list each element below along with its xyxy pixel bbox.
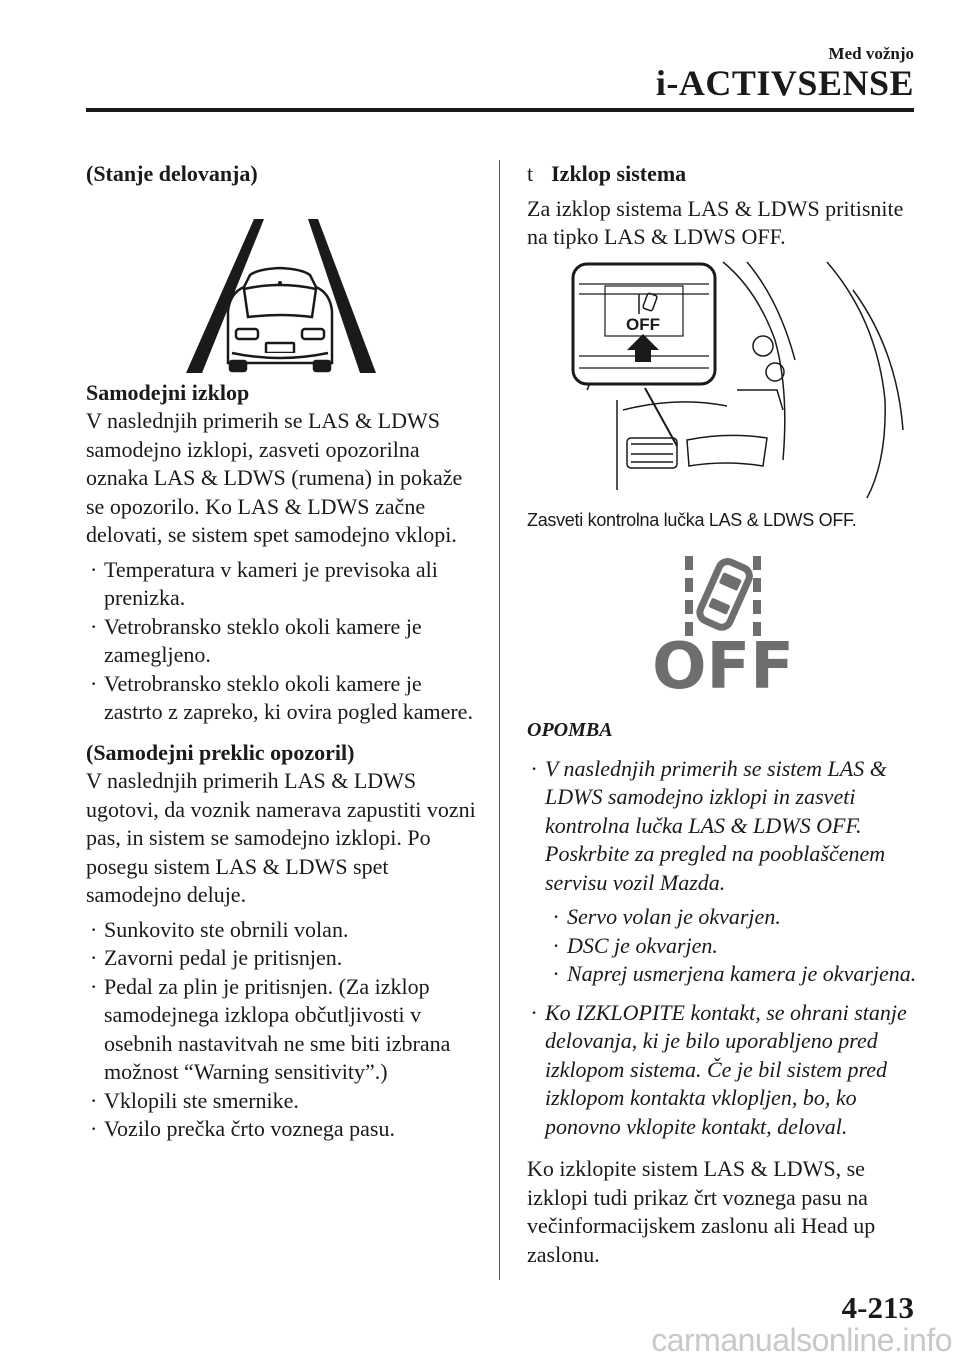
- section-marker-icon: t: [527, 161, 534, 186]
- las-ldws-off-indicator-icon: [527, 548, 919, 698]
- list-item: · V naslednjih primerih se sistem LAS & LDWS samodejno izklopi in zasveti kontrolna lučka LAS & LDWS OFF. Poskrbite za pregled na pooblaščenem servisu vozil Mazda.: [531, 755, 887, 895]
- lane-car-illustration: [86, 193, 476, 375]
- list-item: · Naprej usmerjena kamera je okvarjena.: [553, 961, 917, 986]
- note-title: OPOMBA: [527, 719, 613, 741]
- dashboard-button-illustration: [527, 260, 919, 500]
- section-title: Med vožnjo: [828, 44, 914, 63]
- list-item: · Vetrobransko steklo okoli kamere je zastrto z zapreko, ki ovira pogled kamere.: [90, 670, 473, 724]
- indicator-off-label: OFF: [652, 630, 794, 698]
- auto-off-text: V naslednjih primerih se LAS & LDWS samodejno izklopi, zasveti opozorilna oznaka LAS & LDWS (rumena) in pokaže se opozorilo. Ko LAS & LDWS začne delovati, se sistem spet samodejno vklopi.: [86, 408, 463, 547]
- list-item: · Pedal za plin je pritisnjen. (Za izklop samodejnega izklopa občutljivosti v osebnih nastavitvah ne sme biti izbrana možnost “Warning sensitivity”.): [90, 973, 451, 1084]
- list-item: · Zavorni pedal je pritisnjen.: [90, 945, 343, 970]
- left-column: [86, 160, 476, 1144]
- system-off-intro: Za izklop sistema LAS & LDWS pritisnite na tipko LAS & LDWS OFF.: [527, 195, 904, 249]
- button-off-label: OFF: [626, 314, 660, 334]
- chapter-title: i-ACTIVSENSE: [655, 63, 914, 103]
- list-item: · Vklopili ste smernike.: [90, 1087, 299, 1113]
- list-item: · Temperatura v kameri je previsoka ali prenizka.: [90, 556, 438, 610]
- note-block: [527, 755, 919, 1142]
- operating-state-heading: (Stanje delovanja): [86, 161, 258, 186]
- list-item: · Ko IZKLOPITE kontakt, se ohrani stanje delovanja, ki je bilo uporabljeno pred izklopom sistema. Če je bil sistem pred izklopom kontakta vklopljen, bo, ko ponovno vklopite kontakt, deloval.: [531, 999, 907, 1139]
- header-rule: [86, 108, 914, 112]
- column-divider: [499, 160, 500, 1280]
- right-column: [527, 160, 919, 1269]
- auto-cancel-text: V naslednjih primerih LAS & LDWS ugotovi, da voznik namerava zapustiti vozni pas, in sistem se samodejno izklopi. Po posegu sistem LAS & LDWS spet samodejno deluje.: [86, 768, 476, 907]
- auto-cancel-heading: (Samodejni preklic opozoril): [86, 739, 355, 765]
- footer-watermark: carmanualsonline.info: [651, 1322, 952, 1358]
- page-number: 4-213: [841, 1290, 914, 1325]
- list-item: · DSC je okvarjen.: [553, 932, 718, 958]
- list-item: · Vetrobransko steklo okoli kamere je zamegljeno.: [90, 613, 422, 667]
- list-item: · Sunkovito ste obrnili volan.: [90, 916, 349, 942]
- figure-caption: Zasveti kontrolna lučka LAS & LDWS OFF.: [527, 509, 857, 530]
- auto-off-heading: Samodejni izklop: [86, 379, 250, 405]
- list-item: · Servo volan je okvarjen.: [553, 904, 781, 929]
- closing-text: Ko izklopite sistem LAS & LDWS, se izklopi tudi prikaz črt voznega pasu na večinformacijskem zaslonu ali Head up zaslonu.: [527, 1156, 876, 1267]
- list-item: · Vozilo prečka črto voznega pasu.: [90, 1116, 395, 1141]
- system-off-heading: t Izklop sistema: [527, 160, 919, 189]
